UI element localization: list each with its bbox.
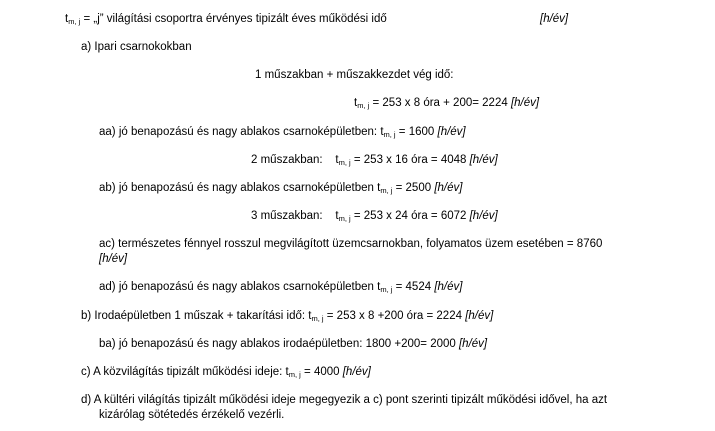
unit: [h/év] [458, 338, 488, 350]
variable-t: t [65, 13, 69, 25]
item-text: ad) jó benapozású és nagy ablakos csarnoképületben [99, 281, 378, 293]
unit: [h/év] [342, 366, 371, 378]
variable-t: t [377, 182, 381, 194]
subscript: m, j [288, 370, 301, 379]
variable-t: t [380, 126, 384, 138]
variable-t: t [308, 310, 312, 322]
shift2-formula [251, 153, 498, 167]
variable-t: t [377, 281, 381, 293]
value-text: = 1600 [395, 126, 438, 138]
unit: [h/év] [469, 154, 498, 166]
item-ba [99, 337, 487, 351]
unit: [h/év] [437, 126, 466, 138]
a-1shift-formula [354, 96, 539, 110]
value-text: = 253 x 8 +200 óra = 2224 [323, 310, 466, 322]
subscript: m, j [338, 158, 351, 167]
intro-unit: [h/év] [540, 13, 569, 25]
section-b [81, 309, 493, 323]
formula-text: = 253 x 16 óra = 4048 [350, 154, 470, 166]
unit: [h/év] [510, 97, 540, 109]
item-text: ab) jó benapozású és nagy ablakos csarnoképületben [99, 182, 378, 194]
shift-label: 3 műszakban: [251, 210, 336, 222]
a-1shift-heading: 1 műszakban + műszakkezdet vég idő: [255, 69, 454, 81]
subscript: m, j [357, 101, 370, 110]
intro-text: = „j” világítási csoportra érvényes tipizált éves működési idő [80, 13, 387, 25]
subscript: m, j [338, 214, 351, 223]
formula-text: = 253 x 24 óra = 6072 [350, 210, 470, 222]
unit: [h/év] [434, 281, 463, 293]
unit: [h/év] [434, 182, 463, 194]
section-d-line1: d) A kültéri világítás tipizált működési ideje megegyezik a c) pont szerinti tipizált működési idővel, ha azt [81, 394, 608, 406]
subscript: m, j [68, 17, 81, 26]
subscript: m, j [383, 130, 396, 139]
item-ad [99, 280, 462, 294]
value-text: = 4524 [392, 281, 435, 293]
item-ac-unit: [h/év] [99, 253, 128, 265]
variable-t: t [354, 97, 358, 109]
intro-line [65, 12, 387, 26]
shift3-formula [251, 209, 498, 223]
section-d-line2: kizárólag sötétedés érzékelő vezérli. [99, 409, 285, 421]
variable-t: t [285, 366, 289, 378]
formula-text: = 253 x 8 óra + 200= 2224 [369, 97, 511, 109]
value-text: = 4000 [300, 366, 343, 378]
unit: [h/év] [465, 310, 494, 322]
section-a-title: a) Ipari csarnokokban [81, 41, 192, 53]
item-ab [99, 181, 462, 195]
subscript: m, j [380, 186, 393, 195]
shift-label: 2 műszakban: [251, 154, 336, 166]
subscript: m, j [311, 314, 324, 323]
item-text: ba) jó benapozású és nagy ablakos irodaépületben: 1800 +200= 2000 [99, 338, 459, 350]
item-text: aa) jó benapozású és nagy ablakos csarnoképületben: [99, 126, 381, 138]
variable-t: t [335, 154, 339, 166]
item-text: c) A közvilágítás tipizált működési ideje: [81, 366, 286, 378]
item-ac-line1: ac) természetes fénnyel rosszul megvilágított üzemcsarnokban, folyamatos üzem esetében = 8760 [99, 238, 603, 250]
unit: [h/év] [469, 210, 498, 222]
variable-t: t [335, 210, 339, 222]
item-text: b) Irodaépületben 1 műszak + takarítási idő: [81, 310, 309, 322]
value-text: = 2500 [392, 182, 435, 194]
subscript: m, j [380, 285, 393, 294]
item-aa [99, 125, 466, 139]
section-c [81, 365, 371, 379]
